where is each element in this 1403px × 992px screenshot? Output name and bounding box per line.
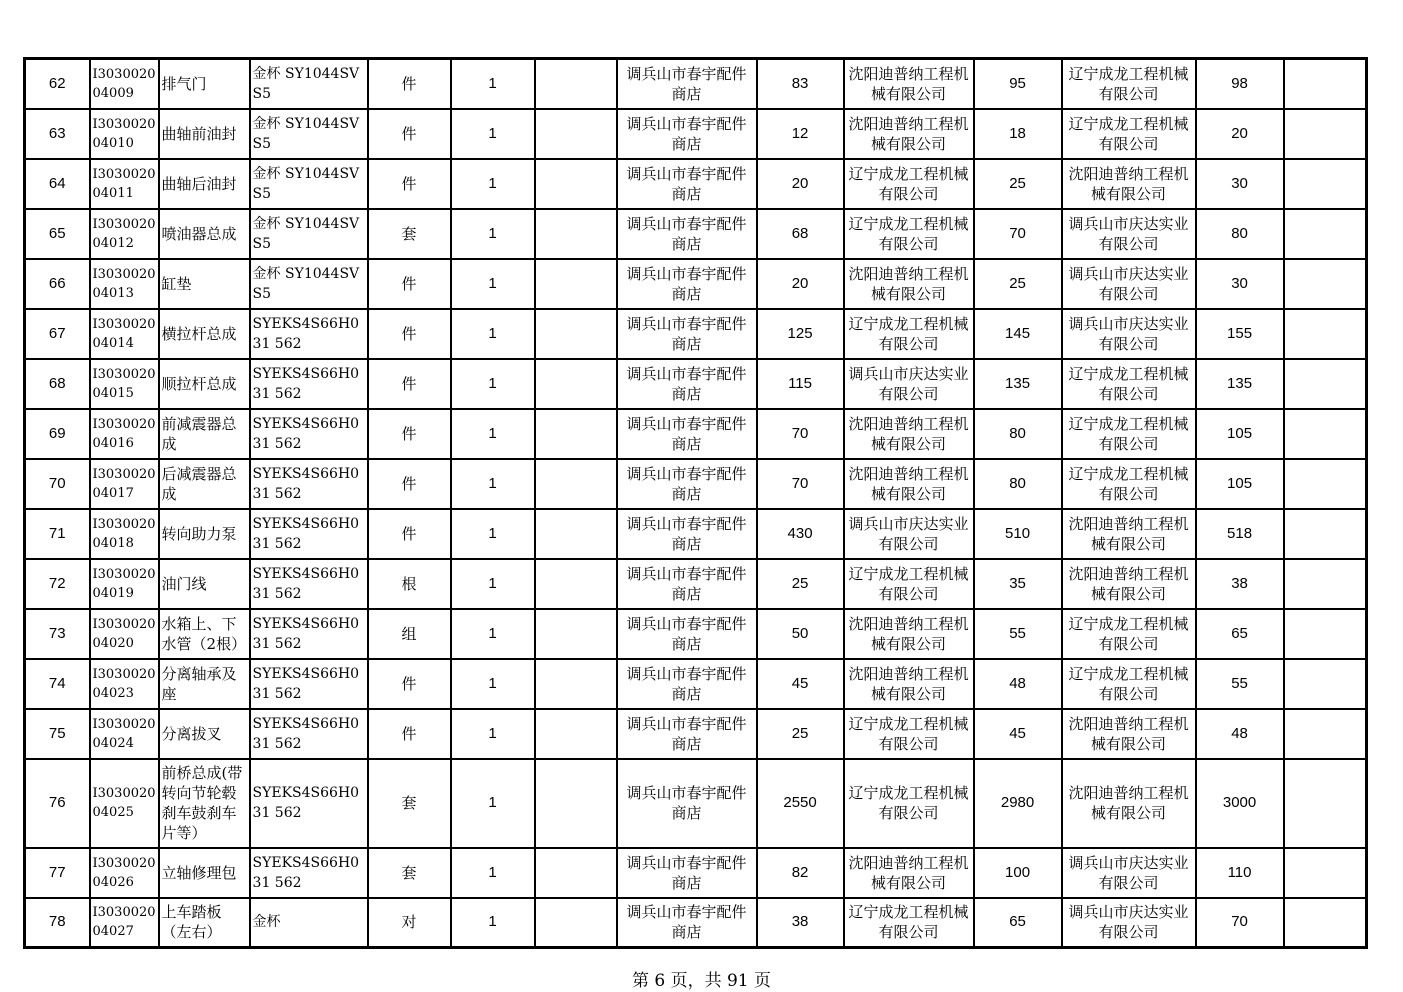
item-name: 前减震器总成 (159, 409, 250, 459)
empty-cell (535, 109, 617, 159)
item-unit: 件 (368, 59, 451, 109)
supplier-1-price: 12 (757, 109, 844, 159)
item-model: SYEKS4S66H031 562 (250, 609, 368, 659)
supplier-3-price: 80 (1196, 209, 1284, 259)
supplier-2-price: 48 (974, 659, 1062, 709)
supplier-3-price: 55 (1196, 659, 1284, 709)
supplier-1: 调兵山市春宇配件商店 (617, 109, 757, 159)
item-model: SYEKS4S66H031 562 (250, 848, 368, 898)
supplier-3-price: 105 (1196, 409, 1284, 459)
supplier-1: 调兵山市春宇配件商店 (617, 359, 757, 409)
item-unit: 对 (368, 898, 451, 948)
supplier-3: 调兵山市庆达实业有限公司 (1062, 309, 1196, 359)
empty-cell (535, 509, 617, 559)
item-model: 金杯 SY1044SVS5 (250, 259, 368, 309)
item-model: 金杯 SY1044SVS5 (250, 59, 368, 109)
supplier-3: 辽宁成龙工程机械有限公司 (1062, 659, 1196, 709)
row-number: 75 (25, 709, 90, 759)
supplier-1: 调兵山市春宇配件商店 (617, 459, 757, 509)
supplier-2-price: 25 (974, 259, 1062, 309)
item-code: I3030020 04023 (90, 659, 159, 709)
supplier-1: 调兵山市春宇配件商店 (617, 509, 757, 559)
supplier-1: 调兵山市春宇配件商店 (617, 59, 757, 109)
table-row (25, 659, 1367, 709)
supplier-3-price: 30 (1196, 159, 1284, 209)
item-quantity: 1 (451, 409, 535, 459)
item-code: I3030020 04016 (90, 409, 159, 459)
table-row (25, 309, 1367, 359)
empty-cell (535, 409, 617, 459)
item-unit: 套 (368, 209, 451, 259)
supplier-3-price: 65 (1196, 609, 1284, 659)
supplier-1-price: 430 (757, 509, 844, 559)
remark-cell (1284, 309, 1367, 359)
item-model: SYEKS4S66H031 562 (250, 509, 368, 559)
empty-cell (535, 159, 617, 209)
supplier-3: 辽宁成龙工程机械有限公司 (1062, 459, 1196, 509)
supplier-2: 沈阳迪普纳工程机械有限公司 (844, 459, 974, 509)
remark-cell (1284, 159, 1367, 209)
supplier-2-price: 45 (974, 709, 1062, 759)
supplier-2-price: 100 (974, 848, 1062, 898)
row-number: 77 (25, 848, 90, 898)
row-number: 64 (25, 159, 90, 209)
supplier-1-price: 25 (757, 709, 844, 759)
remark-cell (1284, 759, 1367, 848)
supplier-1-price: 20 (757, 259, 844, 309)
table-row (25, 409, 1367, 459)
item-unit: 套 (368, 759, 451, 848)
supplier-1-price: 83 (757, 59, 844, 109)
supplier-2: 辽宁成龙工程机械有限公司 (844, 309, 974, 359)
table-row (25, 59, 1367, 109)
empty-cell (535, 559, 617, 609)
supplier-3: 沈阳迪普纳工程机械有限公司 (1062, 559, 1196, 609)
supplier-2: 沈阳迪普纳工程机械有限公司 (844, 59, 974, 109)
item-name: 立轴修理包 (159, 848, 250, 898)
empty-cell (535, 259, 617, 309)
item-model: 金杯 SY1044SVS5 (250, 209, 368, 259)
item-model: SYEKS4S66H031 562 (250, 309, 368, 359)
supplier-3-price: 110 (1196, 848, 1284, 898)
supplier-2: 调兵山市庆达实业有限公司 (844, 509, 974, 559)
supplier-3-price: 135 (1196, 359, 1284, 409)
item-name: 油门线 (159, 559, 250, 609)
item-code: I3030020 04017 (90, 459, 159, 509)
remark-cell (1284, 709, 1367, 759)
supplier-3-price: 105 (1196, 459, 1284, 509)
remark-cell (1284, 259, 1367, 309)
item-code: I3030020 04011 (90, 159, 159, 209)
table-row (25, 359, 1367, 409)
item-code: I3030020 04015 (90, 359, 159, 409)
item-name: 分离拔叉 (159, 709, 250, 759)
supplier-2-price: 35 (974, 559, 1062, 609)
row-number: 73 (25, 609, 90, 659)
table-row (25, 459, 1367, 509)
item-quantity: 1 (451, 659, 535, 709)
supplier-3-price: 3000 (1196, 759, 1284, 848)
item-name: 曲轴前油封 (159, 109, 250, 159)
row-number: 78 (25, 898, 90, 948)
supplier-2: 辽宁成龙工程机械有限公司 (844, 709, 974, 759)
item-name: 排气门 (159, 59, 250, 109)
item-name: 水箱上、下水管（2根） (159, 609, 250, 659)
item-quantity: 1 (451, 898, 535, 948)
item-quantity: 1 (451, 759, 535, 848)
item-quantity: 1 (451, 359, 535, 409)
remark-cell (1284, 109, 1367, 159)
empty-cell (535, 609, 617, 659)
supplier-3: 调兵山市庆达实业有限公司 (1062, 259, 1196, 309)
remark-cell (1284, 848, 1367, 898)
item-quantity: 1 (451, 459, 535, 509)
item-unit: 件 (368, 159, 451, 209)
remark-cell (1284, 459, 1367, 509)
supplier-1: 调兵山市春宇配件商店 (617, 759, 757, 848)
item-quantity: 1 (451, 559, 535, 609)
item-code: I3030020 04018 (90, 509, 159, 559)
item-quantity: 1 (451, 159, 535, 209)
supplier-1-price: 25 (757, 559, 844, 609)
table-row (25, 109, 1367, 159)
table-row (25, 509, 1367, 559)
item-name: 分离轴承及座 (159, 659, 250, 709)
supplier-2: 辽宁成龙工程机械有限公司 (844, 209, 974, 259)
row-number: 69 (25, 409, 90, 459)
supplier-2: 沈阳迪普纳工程机械有限公司 (844, 109, 974, 159)
item-code: I3030020 04010 (90, 109, 159, 159)
row-number: 72 (25, 559, 90, 609)
supplier-2-price: 65 (974, 898, 1062, 948)
supplier-3: 辽宁成龙工程机械有限公司 (1062, 409, 1196, 459)
item-unit: 件 (368, 659, 451, 709)
remark-cell (1284, 359, 1367, 409)
item-model: SYEKS4S66H031 562 (250, 459, 368, 509)
supplier-2-price: 510 (974, 509, 1062, 559)
supplier-1-price: 125 (757, 309, 844, 359)
remark-cell (1284, 898, 1367, 948)
item-name: 上车踏板（左右） (159, 898, 250, 948)
supplier-1-price: 45 (757, 659, 844, 709)
item-code: I3030020 04027 (90, 898, 159, 948)
table-row (25, 209, 1367, 259)
supplier-2-price: 55 (974, 609, 1062, 659)
empty-cell (535, 59, 617, 109)
table-row (25, 898, 1367, 948)
empty-cell (535, 459, 617, 509)
empty-cell (535, 359, 617, 409)
table-row (25, 259, 1367, 309)
item-quantity: 1 (451, 259, 535, 309)
item-quantity: 1 (451, 109, 535, 159)
item-quantity: 1 (451, 59, 535, 109)
item-code: I3030020 04014 (90, 309, 159, 359)
item-name: 横拉杆总成 (159, 309, 250, 359)
item-code: I3030020 04009 (90, 59, 159, 109)
item-name: 曲轴后油封 (159, 159, 250, 209)
supplier-3: 沈阳迪普纳工程机械有限公司 (1062, 509, 1196, 559)
supplier-3-price: 20 (1196, 109, 1284, 159)
item-quantity: 1 (451, 848, 535, 898)
item-code: I3030020 04019 (90, 559, 159, 609)
supplier-3: 调兵山市庆达实业有限公司 (1062, 898, 1196, 948)
supplier-1-price: 38 (757, 898, 844, 948)
item-unit: 件 (368, 509, 451, 559)
table-row (25, 559, 1367, 609)
item-name: 前桥总成(带转向节轮毂刹车鼓刹车片等） (159, 759, 250, 848)
item-code: I3030020 04024 (90, 709, 159, 759)
supplier-1-price: 20 (757, 159, 844, 209)
supplier-1-price: 82 (757, 848, 844, 898)
remark-cell (1284, 559, 1367, 609)
empty-cell (535, 209, 617, 259)
supplier-2: 沈阳迪普纳工程机械有限公司 (844, 848, 974, 898)
supplier-2-price: 135 (974, 359, 1062, 409)
item-unit: 组 (368, 609, 451, 659)
supplier-1-price: 68 (757, 209, 844, 259)
supplier-3-price: 30 (1196, 259, 1284, 309)
supplier-1: 调兵山市春宇配件商店 (617, 848, 757, 898)
supplier-2-price: 25 (974, 159, 1062, 209)
table-row (25, 759, 1367, 848)
supplier-1-price: 70 (757, 459, 844, 509)
item-quantity: 1 (451, 209, 535, 259)
row-number: 67 (25, 309, 90, 359)
item-model: SYEKS4S66H031 562 (250, 559, 368, 609)
item-code: I3030020 04026 (90, 848, 159, 898)
row-number: 74 (25, 659, 90, 709)
item-quantity: 1 (451, 609, 535, 659)
item-unit: 件 (368, 359, 451, 409)
item-unit: 件 (368, 109, 451, 159)
item-code: I3030020 04013 (90, 259, 159, 309)
item-name: 顺拉杆总成 (159, 359, 250, 409)
item-quantity: 1 (451, 709, 535, 759)
item-name: 缸垫 (159, 259, 250, 309)
remark-cell (1284, 509, 1367, 559)
supplier-2: 辽宁成龙工程机械有限公司 (844, 159, 974, 209)
remark-cell (1284, 409, 1367, 459)
row-number: 71 (25, 509, 90, 559)
row-number: 76 (25, 759, 90, 848)
item-model: SYEKS4S66H031 562 (250, 359, 368, 409)
supplier-1: 调兵山市春宇配件商店 (617, 309, 757, 359)
empty-cell (535, 309, 617, 359)
supplier-3: 辽宁成龙工程机械有限公司 (1062, 609, 1196, 659)
remark-cell (1284, 659, 1367, 709)
item-model: 金杯 SY1044SVS5 (250, 159, 368, 209)
table-row (25, 709, 1367, 759)
item-unit: 件 (368, 309, 451, 359)
supplier-2: 沈阳迪普纳工程机械有限公司 (844, 409, 974, 459)
supplier-1: 调兵山市春宇配件商店 (617, 659, 757, 709)
supplier-3-price: 98 (1196, 59, 1284, 109)
supplier-1: 调兵山市春宇配件商店 (617, 898, 757, 948)
supplier-3-price: 48 (1196, 709, 1284, 759)
supplier-2: 沈阳迪普纳工程机械有限公司 (844, 609, 974, 659)
supplier-3: 调兵山市庆达实业有限公司 (1062, 848, 1196, 898)
table-row (25, 609, 1367, 659)
table-row (25, 159, 1367, 209)
supplier-2: 辽宁成龙工程机械有限公司 (844, 898, 974, 948)
supplier-2-price: 18 (974, 109, 1062, 159)
supplier-1: 调兵山市春宇配件商店 (617, 559, 757, 609)
supplier-2-price: 80 (974, 459, 1062, 509)
item-model: SYEKS4S66H031 562 (250, 409, 368, 459)
remark-cell (1284, 59, 1367, 109)
item-code: I3030020 04012 (90, 209, 159, 259)
remark-cell (1284, 609, 1367, 659)
remark-cell (1284, 209, 1367, 259)
supplier-1: 调兵山市春宇配件商店 (617, 209, 757, 259)
item-model: SYEKS4S66H031 562 (250, 709, 368, 759)
supplier-2-price: 80 (974, 409, 1062, 459)
supplier-3: 调兵山市庆达实业有限公司 (1062, 209, 1196, 259)
empty-cell (535, 659, 617, 709)
supplier-1: 调兵山市春宇配件商店 (617, 609, 757, 659)
item-unit: 件 (368, 709, 451, 759)
empty-cell (535, 759, 617, 848)
item-unit: 套 (368, 848, 451, 898)
supplier-2: 辽宁成龙工程机械有限公司 (844, 559, 974, 609)
item-name: 喷油器总成 (159, 209, 250, 259)
supplier-2-price: 145 (974, 309, 1062, 359)
supplier-3-price: 155 (1196, 309, 1284, 359)
supplier-3: 沈阳迪普纳工程机械有限公司 (1062, 159, 1196, 209)
item-unit: 件 (368, 459, 451, 509)
item-code: I3030020 04025 (90, 759, 159, 848)
supplier-2: 调兵山市庆达实业有限公司 (844, 359, 974, 409)
row-number: 66 (25, 259, 90, 309)
supplier-1-price: 50 (757, 609, 844, 659)
item-code: I3030020 04020 (90, 609, 159, 659)
empty-cell (535, 848, 617, 898)
supplier-2-price: 70 (974, 209, 1062, 259)
item-name: 转向助力泵 (159, 509, 250, 559)
row-number: 62 (25, 59, 90, 109)
parts-quote-table (23, 57, 1368, 949)
page-footer: 第 6 页，共 91 页 (631, 971, 772, 991)
supplier-1: 调兵山市春宇配件商店 (617, 709, 757, 759)
item-unit: 件 (368, 259, 451, 309)
supplier-1-price: 70 (757, 409, 844, 459)
supplier-1-price: 115 (757, 359, 844, 409)
row-number: 68 (25, 359, 90, 409)
supplier-3: 辽宁成龙工程机械有限公司 (1062, 359, 1196, 409)
supplier-3-price: 38 (1196, 559, 1284, 609)
supplier-2: 辽宁成龙工程机械有限公司 (844, 759, 974, 848)
item-model: SYEKS4S66H031 562 (250, 659, 368, 709)
supplier-3-price: 70 (1196, 898, 1284, 948)
table-row (25, 848, 1367, 898)
item-model: 金杯 (250, 898, 368, 948)
supplier-2: 沈阳迪普纳工程机械有限公司 (844, 659, 974, 709)
item-name: 后减震器总成 (159, 459, 250, 509)
item-unit: 根 (368, 559, 451, 609)
supplier-2-price: 95 (974, 59, 1062, 109)
supplier-2: 沈阳迪普纳工程机械有限公司 (844, 259, 974, 309)
supplier-1: 调兵山市春宇配件商店 (617, 409, 757, 459)
row-number: 63 (25, 109, 90, 159)
row-number: 65 (25, 209, 90, 259)
supplier-1-price: 2550 (757, 759, 844, 848)
item-model: SYEKS4S66H031 562 (250, 759, 368, 848)
supplier-1: 调兵山市春宇配件商店 (617, 159, 757, 209)
empty-cell (535, 898, 617, 948)
row-number: 70 (25, 459, 90, 509)
item-model: 金杯 SY1044SVS5 (250, 109, 368, 159)
item-unit: 件 (368, 409, 451, 459)
supplier-3: 辽宁成龙工程机械有限公司 (1062, 59, 1196, 109)
supplier-3-price: 518 (1196, 509, 1284, 559)
supplier-2-price: 2980 (974, 759, 1062, 848)
item-quantity: 1 (451, 309, 535, 359)
item-quantity: 1 (451, 509, 535, 559)
supplier-3: 沈阳迪普纳工程机械有限公司 (1062, 709, 1196, 759)
empty-cell (535, 709, 617, 759)
supplier-3: 沈阳迪普纳工程机械有限公司 (1062, 759, 1196, 848)
supplier-1: 调兵山市春宇配件商店 (617, 259, 757, 309)
supplier-3: 辽宁成龙工程机械有限公司 (1062, 109, 1196, 159)
